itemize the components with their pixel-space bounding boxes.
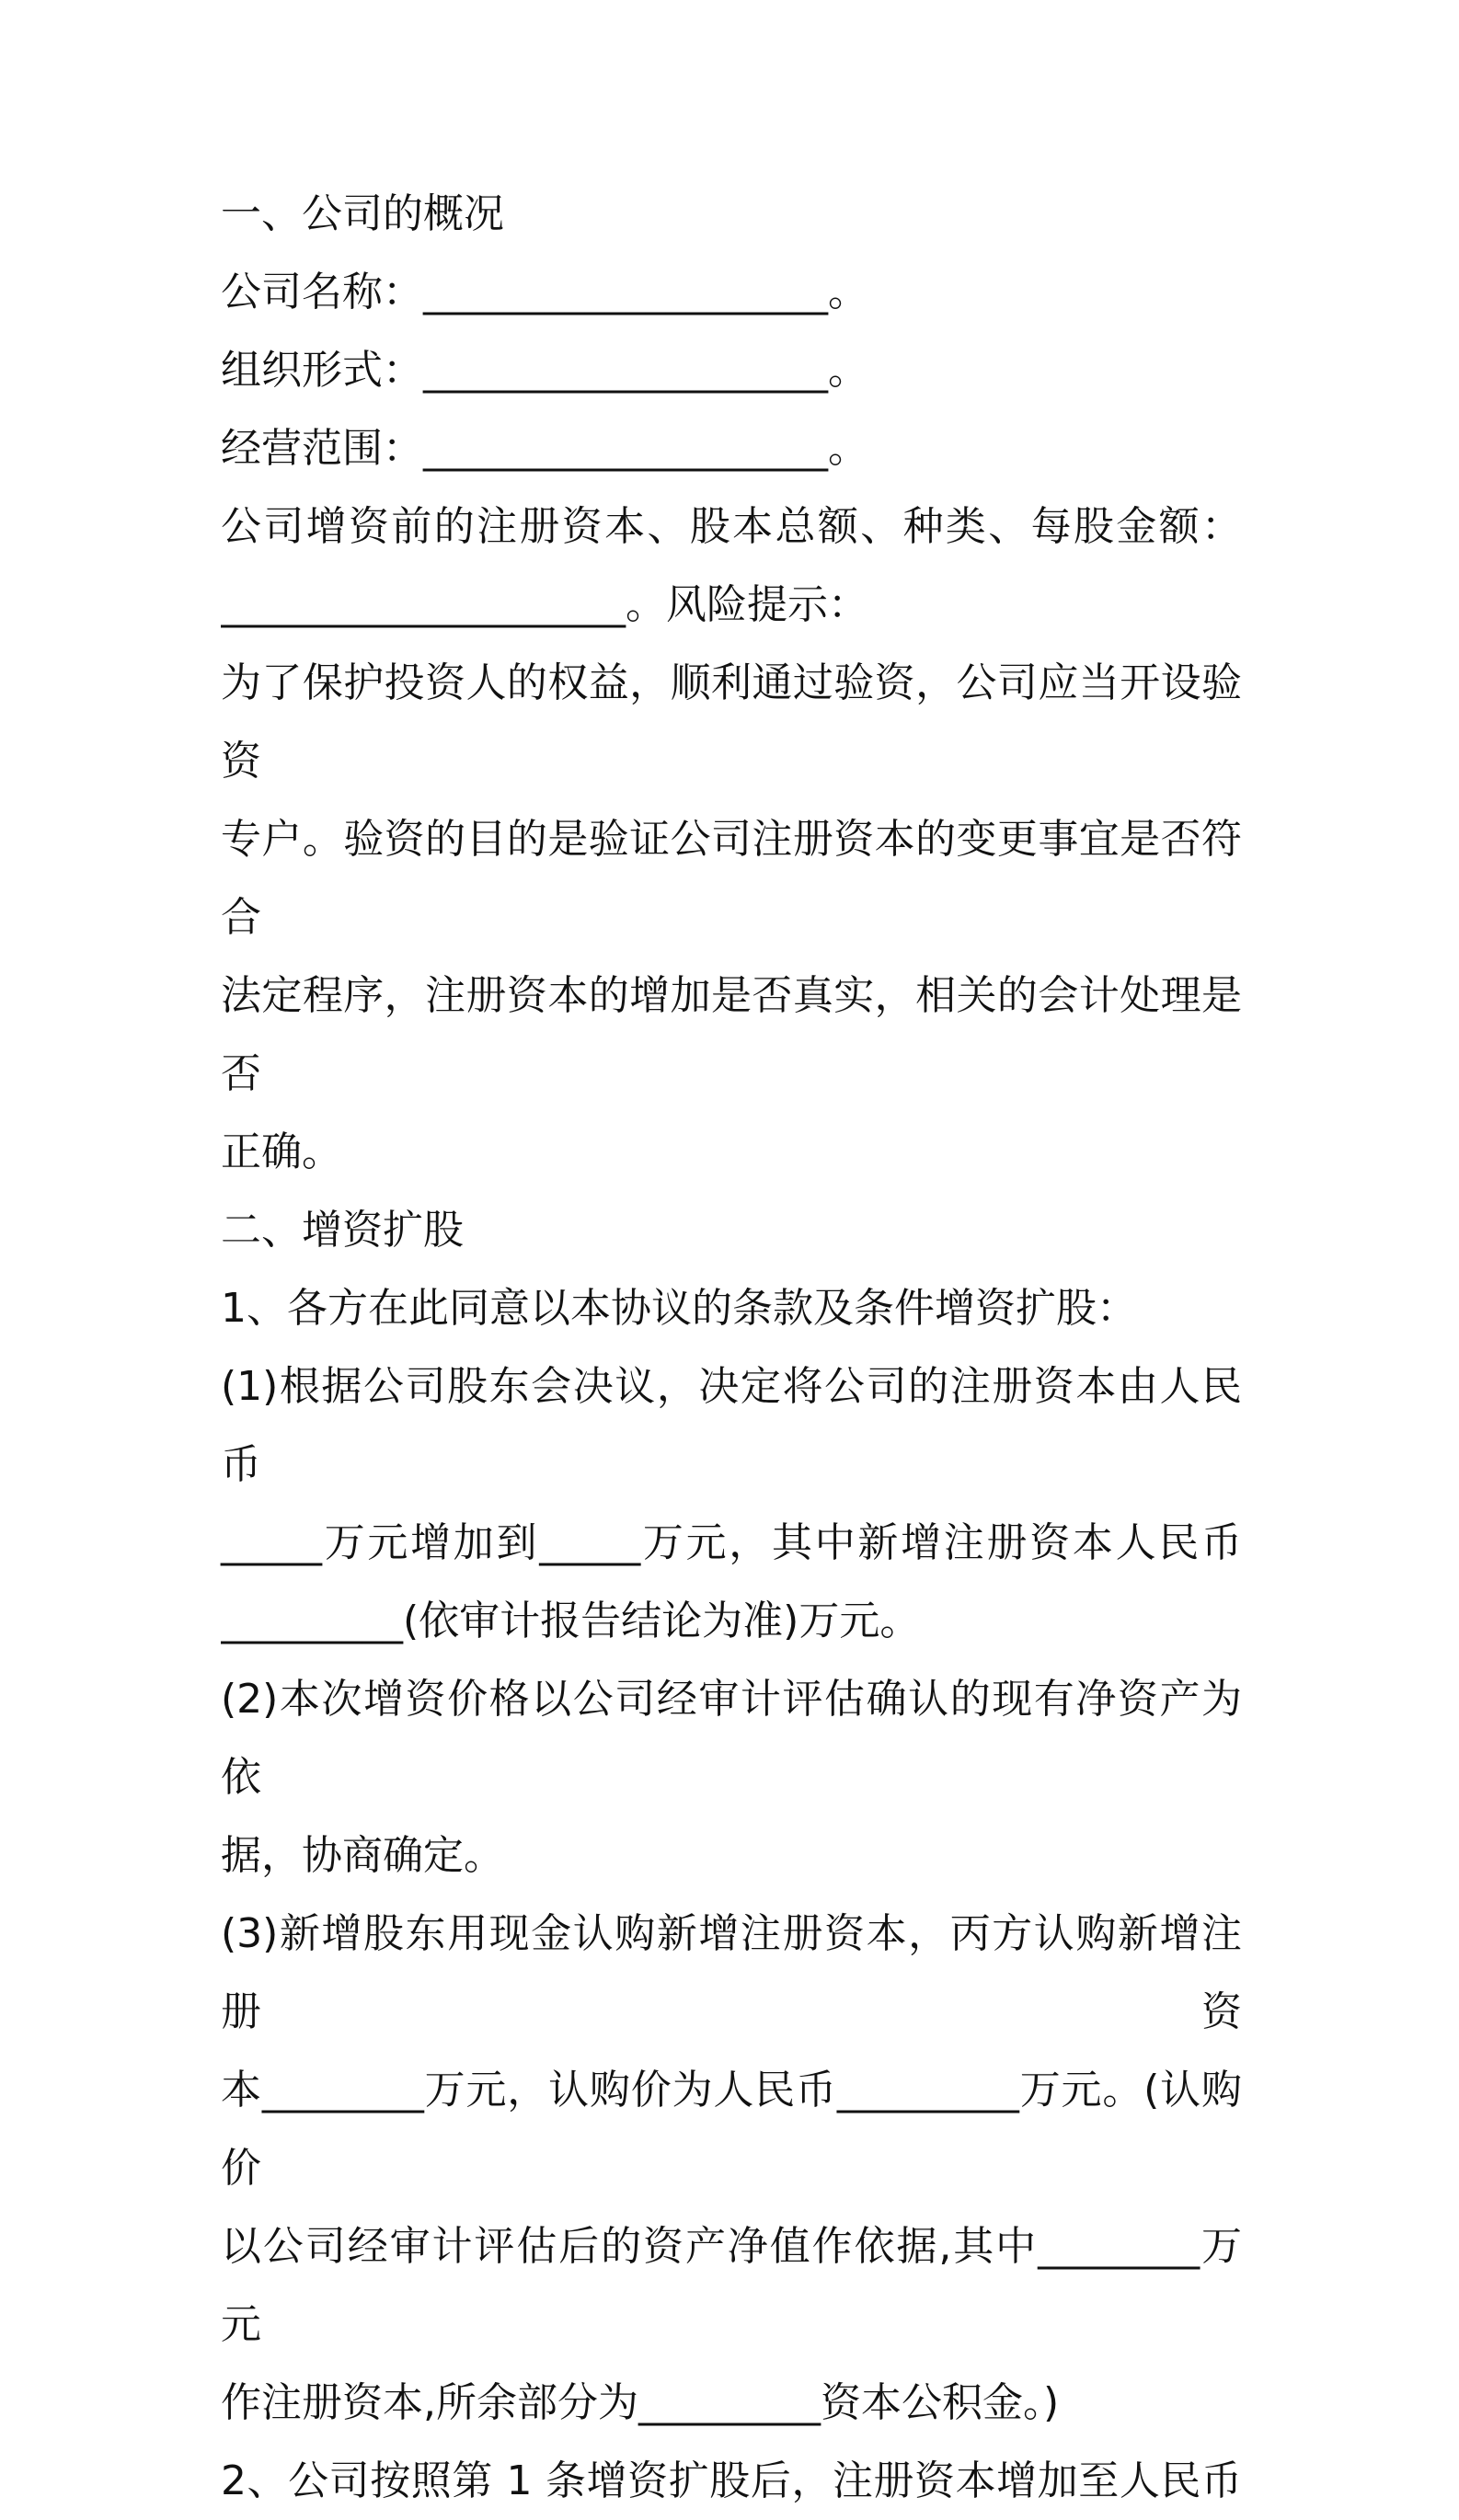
clause-1-3-line-4: 作注册资本,所余部分为_________资本公积金。) (221, 2379, 1060, 2426)
company-name-line: 公司名称：____________________。 (221, 269, 868, 315)
clause-1-3-line-1: (3)新增股东用现金认购新增注册资本，丙方认购新增注册资 (221, 1910, 1242, 2035)
clause-1-1-line-2: _____万元增加到_____万元，其中新增注册资本人民币 (221, 1519, 1242, 1566)
clause-1-3-line-2: 本________万元，认购价为人民币_________万元。(认购价 (221, 2067, 1242, 2192)
risk-paragraph-line-2: 专户。验资的目的是验证公司注册资本的变更事宜是否符合 (221, 816, 1242, 941)
document-body (221, 175, 1242, 2520)
risk-paragraph-line-1: 为了保护投资人的权益，顺利通过验资，公司应当开设验资 (221, 659, 1242, 785)
business-scope-line: 经营范围：____________________。 (221, 425, 868, 472)
risk-paragraph-line-3: 法定程序，注册资本的增加是否真实，相关的会计处理是否 (221, 972, 1242, 1097)
clause-1-1-line-1: (1)根据公司股东会决议，决定将公司的注册资本由人民币 (221, 1363, 1242, 1488)
section-heading-overview: 一、公司的概况 (221, 190, 504, 237)
clause-1-intro: 1、各方在此同意以本协议的条款及条件增资扩股： (221, 1285, 1137, 1332)
section-heading-capital-increase: 二、增资扩股 (221, 1207, 464, 1254)
risk-paragraph-line-4: 正确。 (221, 1128, 342, 1175)
clause-1-2-line-1: (2)本次增资价格以公司经审计评估确认的现有净资产为依 (221, 1676, 1242, 1801)
clause-1-3-line-3: 以公司经审计评估后的资产净值作依据,其中________万元 (221, 2223, 1242, 2348)
organization-form-line: 组织形式：____________________。 (221, 347, 868, 394)
risk-warning-line: ____________________。风险提示： (221, 581, 868, 628)
clause-1-1-line-3: _________(依审计报告结论为准)万元。 (221, 1598, 921, 1644)
pre-capital-line: 公司增资前的注册资本、股本总额、种类、每股金额： (221, 503, 1242, 550)
clause-2-line-1: 2、公司按照第 1 条增资扩股后，注册资本增加至人民币 (221, 2457, 1242, 2504)
clause-1-2-line-2: 据，协商确定。 (221, 1832, 504, 1879)
